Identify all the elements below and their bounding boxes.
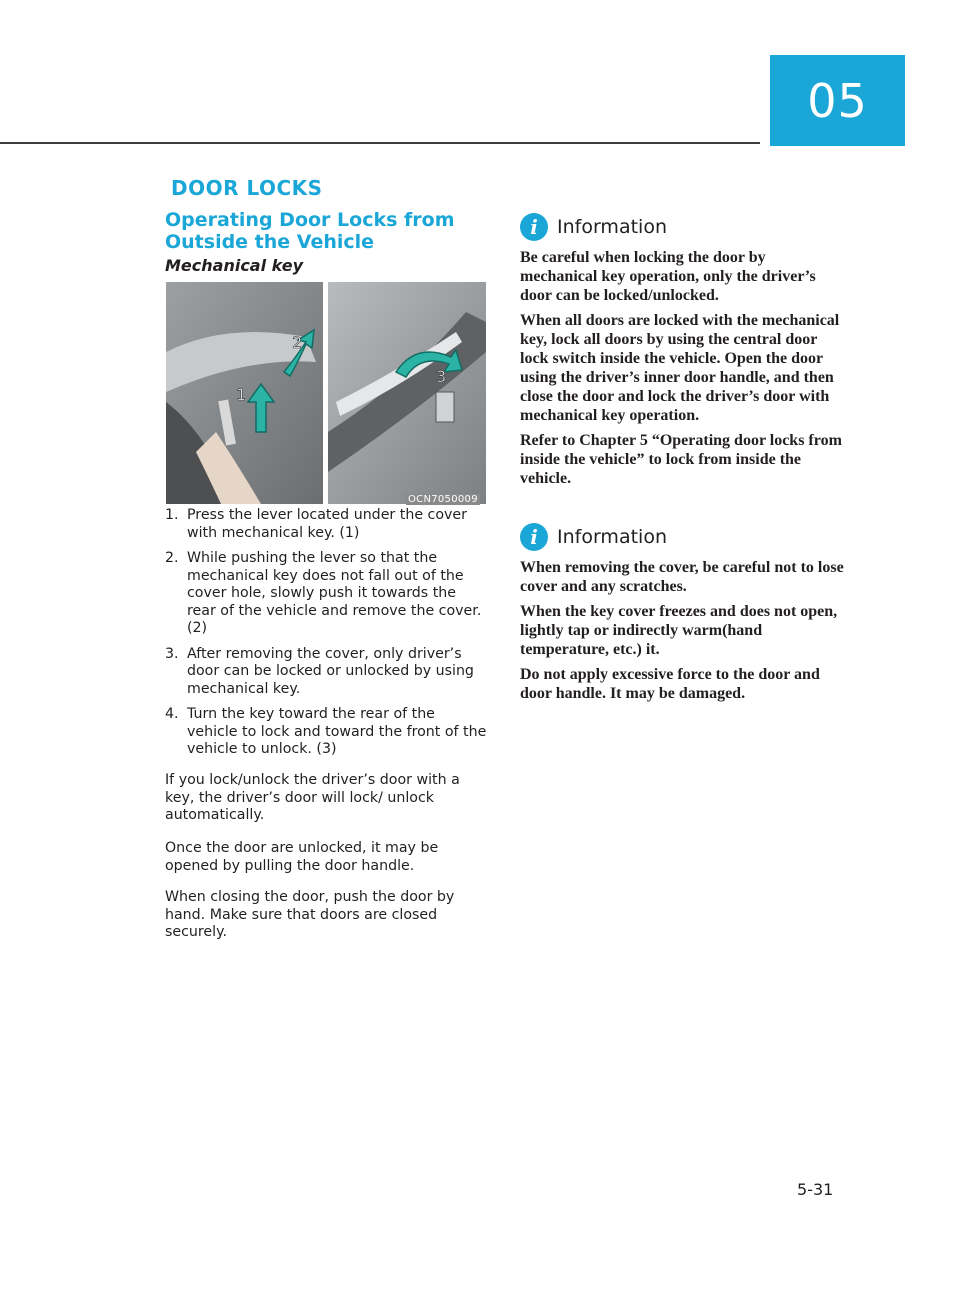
steps-list (165, 507, 487, 767)
mechanical-key-illustration (166, 282, 486, 504)
body-paragraph: If you lock/unlock the driver’s door with a key, the driver’s door will lock/ unlock automatically. (165, 772, 460, 823)
info-header (520, 522, 845, 552)
list-item (165, 550, 487, 638)
callout-2: 2 (292, 333, 303, 352)
info-icon: i (520, 213, 548, 241)
illustration-svg (166, 282, 486, 504)
subsubheading: Mechanical key (165, 256, 304, 275)
step-text: While pushing the lever so that the mechanical key does not fall out of the cover hole, slowly push it towards the rear of the vehicle and remove the cover. (2) (187, 550, 482, 636)
section-title: DOOR LOCKS (171, 176, 323, 200)
callout-1: 1 (236, 385, 247, 404)
page-number: 5-31 (797, 1180, 834, 1199)
info-paragraph: Refer to Chapter 5 “Operating door locks from inside the vehicle” to lock from inside the vehicle. (520, 432, 842, 487)
step-number: 1. (165, 507, 179, 523)
chapter-tab: 05 (770, 55, 905, 146)
info-paragraph: When the key cover freezes and does not open, lightly tap or indirectly warm(hand temperature, etc.) it. (520, 603, 838, 658)
step-number: 4. (165, 706, 179, 722)
info-box (520, 522, 845, 703)
info-paragraph: Be careful when locking the door by mechanical key operation, only the driver’s door can be locked/unlocked. (520, 249, 816, 304)
step-text: Press the lever located under the cover with mechanical key. (1) (187, 507, 467, 541)
info-header (520, 212, 845, 242)
step-text: After removing the cover, only driver’s door can be locked or unlocked by using mechanical key. (187, 645, 474, 697)
info-paragraph: When all doors are locked with the mechanical key, lock all doors by using the central door lock switch inside the vehicle. Open the door using the driver’s inner door handle, and then close the door and lock the driver’s door with mechanical key operation. (520, 312, 840, 424)
info-title: Information (557, 216, 667, 238)
figure-caption: OCN7050009 (408, 494, 478, 505)
list-item (165, 706, 487, 759)
step-number: 3. (165, 645, 179, 662)
list-item (165, 646, 487, 699)
info-box (520, 212, 845, 488)
header-rule (0, 142, 760, 144)
info-icon: i (520, 523, 548, 551)
body-paragraph: Once the door are unlocked, it may be opened by pulling the door handle. (165, 840, 439, 874)
callout-3: 3 (436, 367, 447, 386)
list-item (165, 507, 487, 542)
key-cylinder (436, 392, 454, 422)
subheading: Operating Door Locks from Outside the Vehicle (165, 209, 455, 253)
body-paragraph: When closing the door, push the door by hand. Make sure that doors are closed securely. (165, 889, 455, 940)
info-paragraph: When removing the cover, be careful not to lose cover and any scratches. (520, 559, 844, 595)
info-title: Information (557, 526, 667, 548)
step-number: 2. (165, 550, 179, 566)
info-paragraph: Do not apply excessive force to the door and door handle. It may be damaged. (520, 666, 820, 702)
step-text: Turn the key toward the rear of the vehicle to lock and toward the front of the vehicle to unlock. (3) (187, 706, 487, 757)
